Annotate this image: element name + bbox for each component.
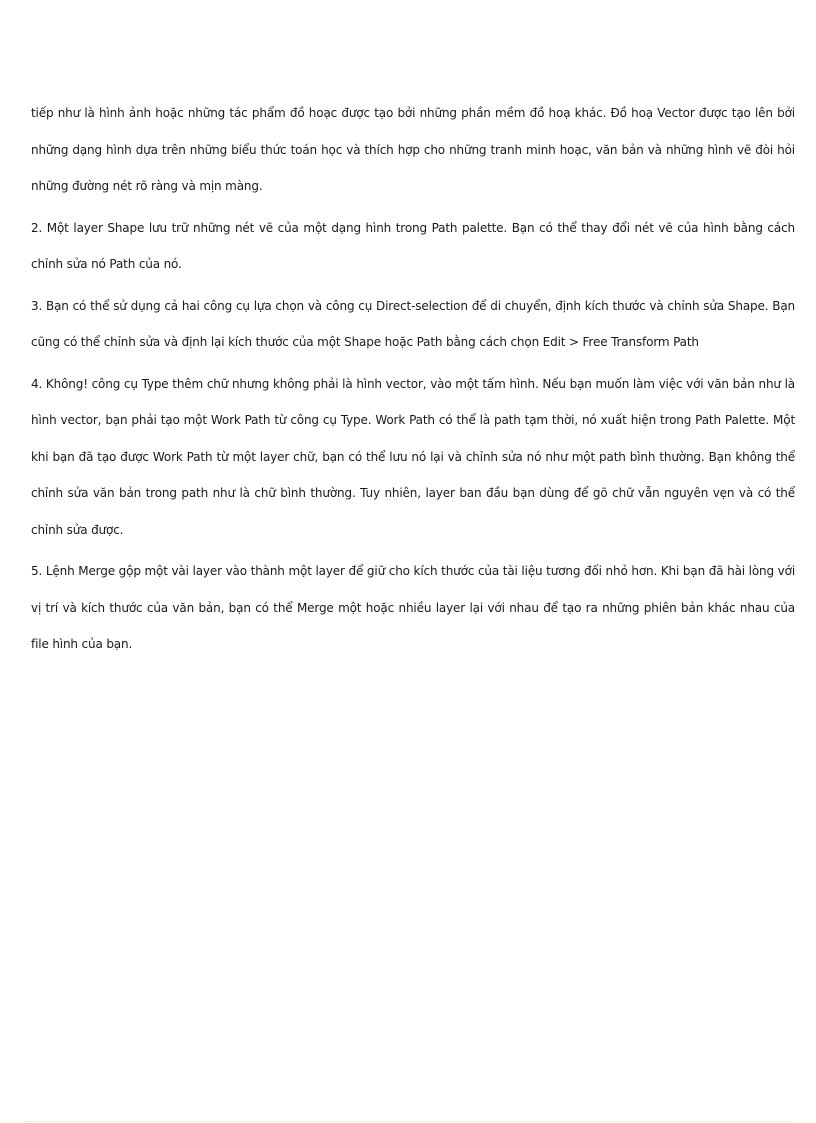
paragraph-answer-5: 5. Lệnh Merge gộp một vài layer vào thành một layer để giữ cho kích thước của tài liệu tương đối nhỏ hơn. Khi bạn đã hài lòng với vị trí và kích thước của văn bản, bạn có thể Merge một hoặc nhiều layer lại với nhau để tạo ra những phiên bản khác nhau của file hình của bạn. [31, 564, 795, 651]
paragraph-intro-continued: tiếp như là hình ảnh hoặc những tác phẩm đồ hoạc được tạo bởi những phần mềm đồ hoạ khác. Đồ hoạ Vector được tạo lên bởi những dạng hình dựa trên những biểu thức toán học và thích hợp cho những tranh minh hoạc, văn bản và những hình vẽ đòi hỏi những đường nét rõ ràng và mịn màng. [31, 106, 795, 193]
document-body [31, 95, 795, 663]
paragraph-answer-2: 2. Một layer Shape lưu trữ những nét vẽ của một dạng hình trong Path palette. Bạn có thể thay đổi nét vẽ của hình bằng cách chỉnh sửa nó Path của nó. [31, 220, 795, 271]
page-bottom-divider [24, 1121, 794, 1122]
paragraph-answer-4: 4. Không! công cụ Type thêm chữ nhưng không phải là hình vector, vào một tấm hình. Nếu bạn muốn làm việc với văn bản như là hình vector, bạn phải tạo một Work Path từ công cụ Type. Work Path có thể là path tạm thời, nó xuất hiện trong Path Palette. Một khi bạn đã tạo được Work Path từ một layer chữ, bạn có thể lưu nó lại và chỉnh sửa nó như một path bình thường. Bạn không thể chỉnh sửa văn bản trong path như là chữ bình thường. Tuy nhiên, layer ban đầu bạn dùng để gõ chữ vẫn nguyên vẹn và có thể chỉnh sửa được. [31, 376, 795, 537]
paragraph-answer-3: 3. Bạn có thể sử dụng cả hai công cụ lựa chọn và công cụ Direct-selection để di chuyển, định kích thước và chỉnh sửa Shape. Bạn cũng có thể chỉnh sửa và định lại kích thước của một Shape hoặc Path bằng cách chọn Edit > Free Transform Path [31, 298, 795, 349]
